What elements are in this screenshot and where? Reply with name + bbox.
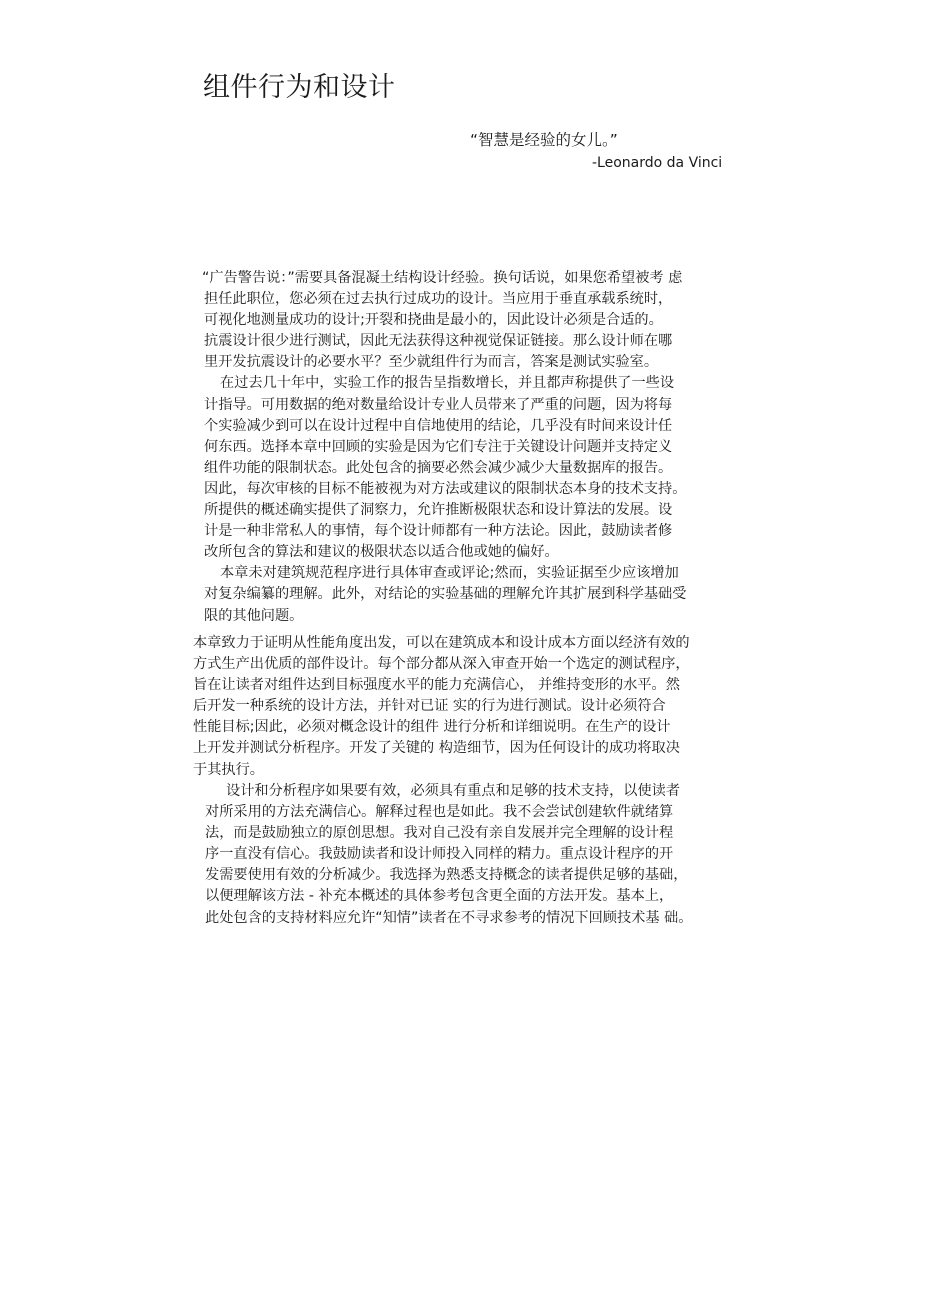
text-line: 因此，每次审核的目标不能被视为对方法或建议的限制状态本身的技术支持。 xyxy=(204,480,687,497)
text-line: 所提供的概述确实提供了洞察力，允许推断极限状态和设计算法的发展。设 xyxy=(204,502,673,519)
intro-paragraphs xyxy=(202,268,742,627)
text-line: “广告警告说：”需要具备混凝土结构设计经验。换句话说，如果您希望被考 虑 xyxy=(202,270,683,286)
text-line: 里开发抗震设计的必要水平？至少就组件行为而言，答案是测试实验室。 xyxy=(204,354,659,371)
text-line: 在过去几十年中，实验工作的报告呈指数增长，并且都声称提供了一些设 xyxy=(220,375,675,392)
text-line: 对所采用的方法充满信心。解释过程也是如此。我不会尝试创建软件就绪算 xyxy=(205,804,674,821)
text-line: 此处包含的支持材料应允许“知情”读者在不寻求参考的情况下回顾技术基 础。 xyxy=(205,909,693,926)
text-line: 后开发一种系统的设计方法，并针对已证 实的行为进行测试。设计必须符合 xyxy=(193,698,666,715)
epigraph-attribution: -Leonardo da Vinci xyxy=(592,155,723,171)
text-line: 本章未对建筑规范程序进行具体审查或评论;然而，实验证据至少应该增加 xyxy=(220,565,679,582)
text-line: 旨在让读者对组件达到目标强度水平的能力充满信心， 并维持变形的水平。然 xyxy=(193,677,680,694)
text-line: 计指导。可用数据的绝对数量给设计专业人员带来了严重的问题，因为将每 xyxy=(204,396,673,413)
text-line: 对复杂编纂的理解。此外，对结论的实验基础的理解允许其扩展到科学基础受 xyxy=(204,586,687,603)
text-line: 抗震设计很少进行测试，因此无法获得这种视觉保证链接。那么设计师在哪 xyxy=(204,333,673,350)
chapter-title: 组件行为和设计 xyxy=(203,72,396,103)
text-line: 以便理解该方法 - 补充本概述的具体参考包含更全面的方法开发。基本上， xyxy=(205,888,674,905)
text-line: 限的其他问题。 xyxy=(204,607,304,624)
text-line: 可视化地测量成功的设计;开裂和挠曲是最小的，因此设计必须是合适的。 xyxy=(204,312,663,329)
text-line: 上开发并测试分析程序。开发了关键的 构造细节，因为任何设计的成功将取决 xyxy=(193,740,680,757)
chapter-scope-paragraph xyxy=(193,633,741,781)
text-line: 计是一种非常私人的事情，每个设计师都有一种方法论。因此，鼓励读者修 xyxy=(204,523,673,540)
text-line: 个实验减少到可以在设计过程中自信地使用的结论，几乎没有时间来设计任 xyxy=(204,417,673,434)
text-line: 序一直没有信心。我鼓励读者和设计师投入同样的精力。重点设计程序的开 xyxy=(205,846,674,863)
text-line: 本章致力于证明从性能角度出发，可以在建筑成本和设计成本方面以经济有效的 xyxy=(193,635,690,651)
text-line: 设计和分析程序如果要有效，必须具有重点和足够的技术支持，以使读者 xyxy=(226,783,681,799)
text-line: 发需要使用有效的分析减少。我选择为熟悉支持概念的读者提供足够的基础， xyxy=(205,867,688,884)
text-line: 组件功能的限制状态。此处包含的摘要必然会减少减少大量数据库的报告。 xyxy=(204,459,673,476)
text-line: 改所包含的算法和建议的极限状态以适合他或她的偏好。 xyxy=(204,544,559,561)
epigraph-quote: “智慧是经验的女儿。” xyxy=(470,131,618,149)
text-line: 于其执行。 xyxy=(193,761,264,778)
design-procedure-paragraph xyxy=(205,781,740,929)
text-line: 性能目标;因此，必须对概念设计的组件 进行分析和详细说明。在生产的设计 xyxy=(193,719,671,736)
text-line: 担任此职位，您必须在过去执行过成功的设计。当应用于垂直承载系统时， xyxy=(204,291,673,308)
text-line: 方式生产出优质的部件设计。每个部分都从深入审查开始一个选定的测试程序， xyxy=(193,656,690,673)
text-line: 法，而是鼓励独立的原创思想。我对自己没有亲自发展并完全理解的设计程 xyxy=(205,825,674,842)
text-line: 何东西。选择本章中回顾的实验是因为它们专注于关键设计问题并支持定义 xyxy=(204,438,673,455)
